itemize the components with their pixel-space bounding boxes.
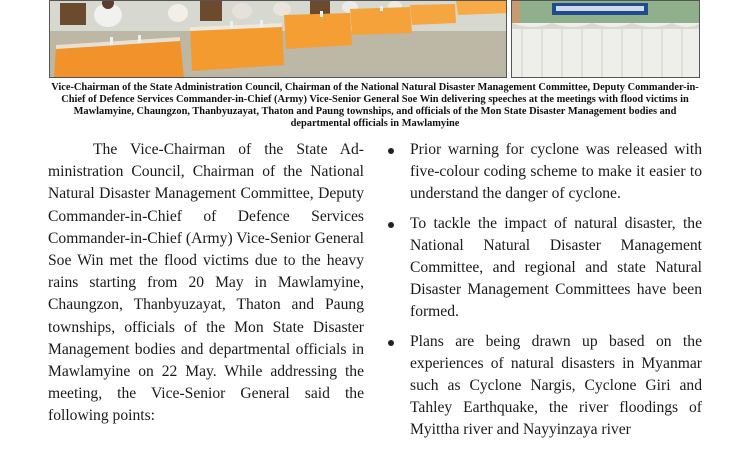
article-right-column (384, 139, 702, 449)
list-item (384, 213, 702, 324)
bullet-icon (388, 148, 394, 154)
meeting-hall-illustration (50, 1, 507, 78)
list-item-text: Prior warning for cyclone was released with five-colour coding scheme to make it easier to understand the danger of cyclone. (410, 141, 702, 203)
bullet-icon (388, 222, 394, 228)
photo-caption: Vice-Chairman of the State Administration Council, Chairman of the National Natural Disaster Management Committee, Deputy Commander-in-Chief of Defence Services Commander-in-Chief (Army) Vice-Senior General Soe Win delivering speeches at the meetings with flood victims in Mawlamyine, Chaungzon, Thanbyuzayat, Thaton and Paung townships, and officials of the Mon State Disaster Management bodies and departmental officials in Mawlamyine (51, 82, 699, 129)
article-left-column (48, 139, 364, 428)
photo-strip (49, 0, 700, 78)
bullet-icon (388, 340, 394, 346)
podium-illustration (512, 1, 700, 78)
list-item-text: To tackle the impact of natural disaster, the National Natural Disaster Management Committee, and regional and state Natural Disaster Management Committees have been formed. (410, 214, 702, 321)
list-item (384, 331, 702, 442)
intro-paragraph: The Vice-Chairman of the State Administration Council, Chairman of the National Natural Disaster Management Committee, Deputy Commander-in-Chief of Defence Services Commander-in-Chief (Army) Vice-Senior General Soe Win met the flood victims due to the heavy rains starting from 20 May in Mawlamyine, Chaungzon, Thanbyuzayat, Thaton and Paung townships, officials of the Mon State Disaster Management bodies and departmental officials in Mawlamyine on 22 May. While addressing the meeting, the Vice-Senior General said the following points: (48, 141, 364, 425)
list-item (384, 139, 702, 206)
podium-photo (511, 0, 700, 78)
list-item-text: Plans are being drawn up based on the experiences of natural disasters in Myanmar such as Cyclone Nargis, Cyclone Giri and Tahley Earthquake, the river floodings of Myittha river and Nayyinzaya river (410, 332, 702, 439)
meeting-hall-photo (49, 0, 507, 78)
points-list (384, 139, 702, 442)
